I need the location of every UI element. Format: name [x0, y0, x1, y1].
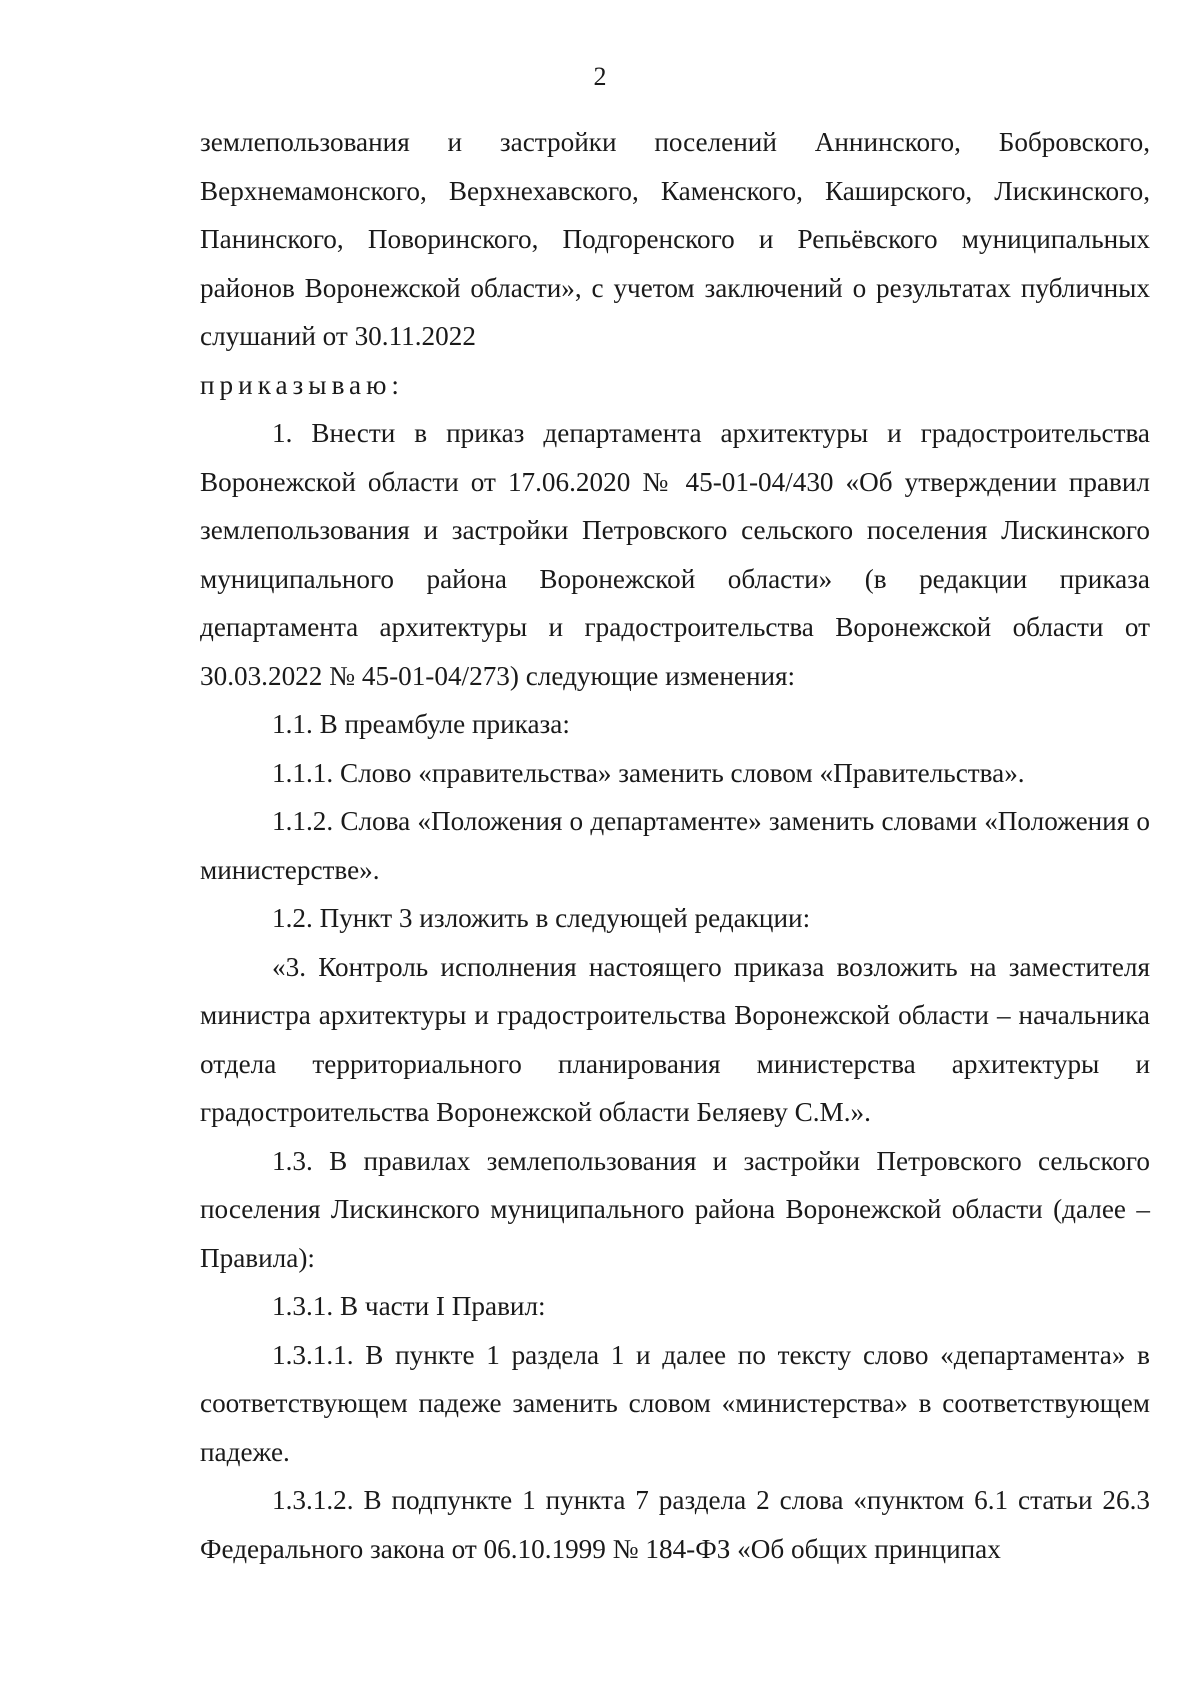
paragraph-item-1-3-1-2: 1.3.1.2. В подпункте 1 пункта 7 раздела 2 слова «пунктом 6.1 статьи 26.3 Федерального закона от 06.10.1999 № 184-ФЗ «Об общих принципах [200, 1485, 1150, 1564]
paragraph-item-1-2: 1.2. Пункт 3 изложить в следующей редакции: [272, 903, 811, 933]
document-body [200, 118, 1150, 1573]
paragraph-item-1-1-2: 1.1.2. Слова «Положения о департаменте» заменить словами «Положения о министерстве». [200, 806, 1150, 885]
paragraph-item-1-1: 1.1. В преамбуле приказа: [272, 709, 570, 739]
paragraph-item-1-1-1: 1.1.1. Слово «правительства» заменить словом «Правительства». [272, 757, 1025, 788]
page-number: 2 [593, 62, 607, 91]
paragraph-item-1: 1. Внести в приказ департамента архитектуры и градостроительства Воронежской области от 17.06.2020 № 45-01-04/430 «Об утверждении правил землепользования и застройки Петровского сельского поселения Лискинского муниципального района Воронежской области» (в редакции приказа департамента архитектуры и градостроительства Воронежской области от 30.03.2022 № 45-01-04/273) следующие изменения: [200, 418, 1150, 691]
paragraph-item-1-3: 1.3. В правилах землепользования и застройки Петровского сельского поселения Лискинского муниципального района Воронежской области (далее – Правила): [200, 1145, 1150, 1273]
paragraph-item-3-quote: «3. Контроль исполнения настоящего приказа возложить на заместителя министра архитектуры и градостроительства Воронежской области – начальника отдела территориального планирования министерства архитектуры и градостроительства Воронежской области Беляеву С.М.». [200, 951, 1150, 1127]
paragraph-intro-continuation: землепользования и застройки поселений Аннинского, Бобровского, Верхнемамонского, Верхнехавского, Каменского, Каширского, Лискинского, Панинского, Поворинского, Подгоренского и Репьёвского муниципальных районов Воронежской области», с учетом заключений о результатах публичных слушаний от 30.11.2022 [200, 127, 1150, 351]
paragraph-item-1-3-1: 1.3.1. В части I Правил: [272, 1291, 546, 1321]
paragraph-order-word: приказываю: [200, 369, 404, 400]
paragraph-item-1-3-1-1: 1.3.1.1. В пункте 1 раздела 1 и далее по тексту слово «департамента» в соответствующем падеже заменить словом «министерства» в соответствующем падеже. [200, 1339, 1150, 1467]
